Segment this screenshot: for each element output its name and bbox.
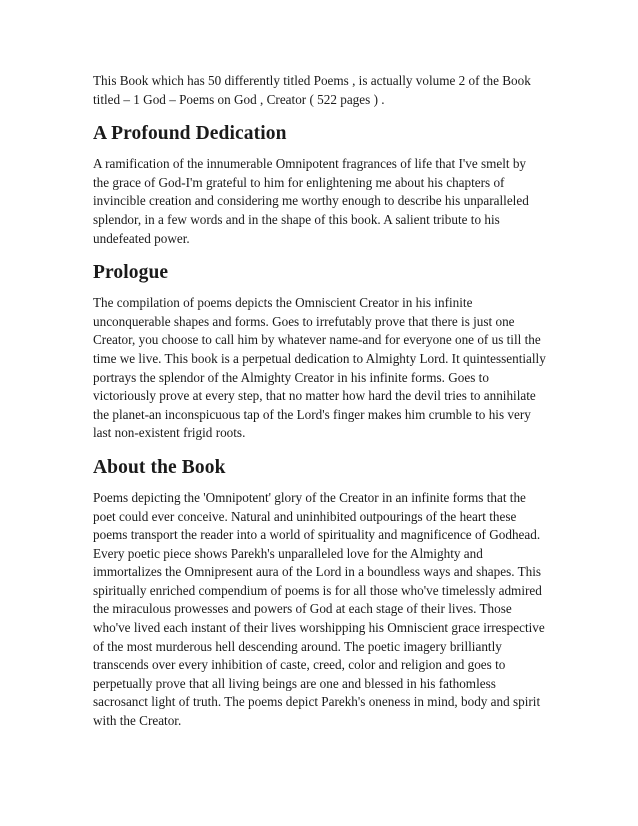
dedication-section xyxy=(93,122,543,248)
text-line: poet could ever conceive. Natural and uninhibited outpourings of the heart these xyxy=(93,508,517,524)
text-line: Creator, you choose to call him by whatever name-and for everyone one of us till the xyxy=(93,332,541,348)
text-line: Poems depicting the 'Omnipotent' glory of the Creator in an infinite forms that the xyxy=(93,489,526,505)
text-line: undefeated power. xyxy=(93,230,190,246)
text-line: Every poetic piece shows Parekh's unparalleled love for the Almighty and xyxy=(93,545,483,561)
text-line: the miraculous prowesses and powers of God at each stage of their lives. Those xyxy=(93,601,512,617)
text-line: immortalizes the Omnipresent aura of the Lord in a boundless ways and shapes. This xyxy=(93,564,542,580)
text-line: the grace of God-I'm grateful to him for enlightening me about his chapters of xyxy=(93,174,505,190)
text-line: invincible creation and considering me worthy enough to describe his unparalleled xyxy=(93,193,529,209)
about-section xyxy=(93,456,543,731)
intro-line: titled – 1 God – Poems on God , Creator ( 522 pages ) . xyxy=(93,91,385,107)
text-line: unconquerable shapes and forms. Goes to irrefutably prove that there is just one xyxy=(93,313,515,329)
text-line: victoriously prove at every step, that no matter how hard the devil tries to annihilate xyxy=(93,388,536,404)
text-line: poems transport the reader into a world of spirituality and magnificence of Godhead. xyxy=(93,527,541,543)
text-line: portrays the splendor of the Almighty Creator in his infinite forms. Goes to xyxy=(93,369,489,385)
text-line: The compilation of poems depicts the Omniscient Creator in his infinite xyxy=(93,295,473,311)
text-line: with the Creator. xyxy=(93,713,182,729)
prologue-heading: Prologue xyxy=(93,262,169,284)
text-line: who've lived each instant of their lives worshipping his Omniscient grace irrespective xyxy=(93,620,545,636)
document-page xyxy=(93,72,546,731)
dedication-heading: A Profound Dedication xyxy=(93,123,287,145)
about-heading: About the Book xyxy=(93,456,226,478)
text-line: last non-existent frigid roots. xyxy=(93,425,246,441)
intro-paragraph xyxy=(93,72,543,109)
text-line: transcends over every inhibition of caste, creed, color and religion and goes to xyxy=(93,657,506,673)
text-line: splendor, in a few words and in the shape of this book. A salient tribute to his xyxy=(93,211,500,227)
text-line: A ramification of the innumerable Omnipotent fragrances of life that I've smelt by xyxy=(93,156,527,172)
intro-line: This Book which has 50 differently titled Poems , is actually volume 2 of the Book xyxy=(93,73,531,88)
dedication-paragraph xyxy=(93,155,543,248)
text-line: sacrosanct light of truth. The poems depict Parekh's oneness in mind, body and spirit xyxy=(93,694,541,710)
prologue-section xyxy=(93,261,546,443)
text-line: time we live. This book is a perpetual dedication to Almighty Lord. It quintessentially xyxy=(93,350,546,366)
text-line: spiritually enriched compendium of poems is for all those who've timelessly admired xyxy=(93,582,542,598)
text-line: the planet-an inconspicuous tap of the Lord's finger makes him crumble to his very xyxy=(93,406,531,422)
text-line: of the most murderous hell descending around. The poetic imagery brilliantly xyxy=(93,638,502,654)
text-line: perpetually prove that all living beings are one and blessed in his fathomless xyxy=(93,675,496,691)
about-paragraph xyxy=(93,489,543,731)
prologue-paragraph xyxy=(93,294,546,443)
